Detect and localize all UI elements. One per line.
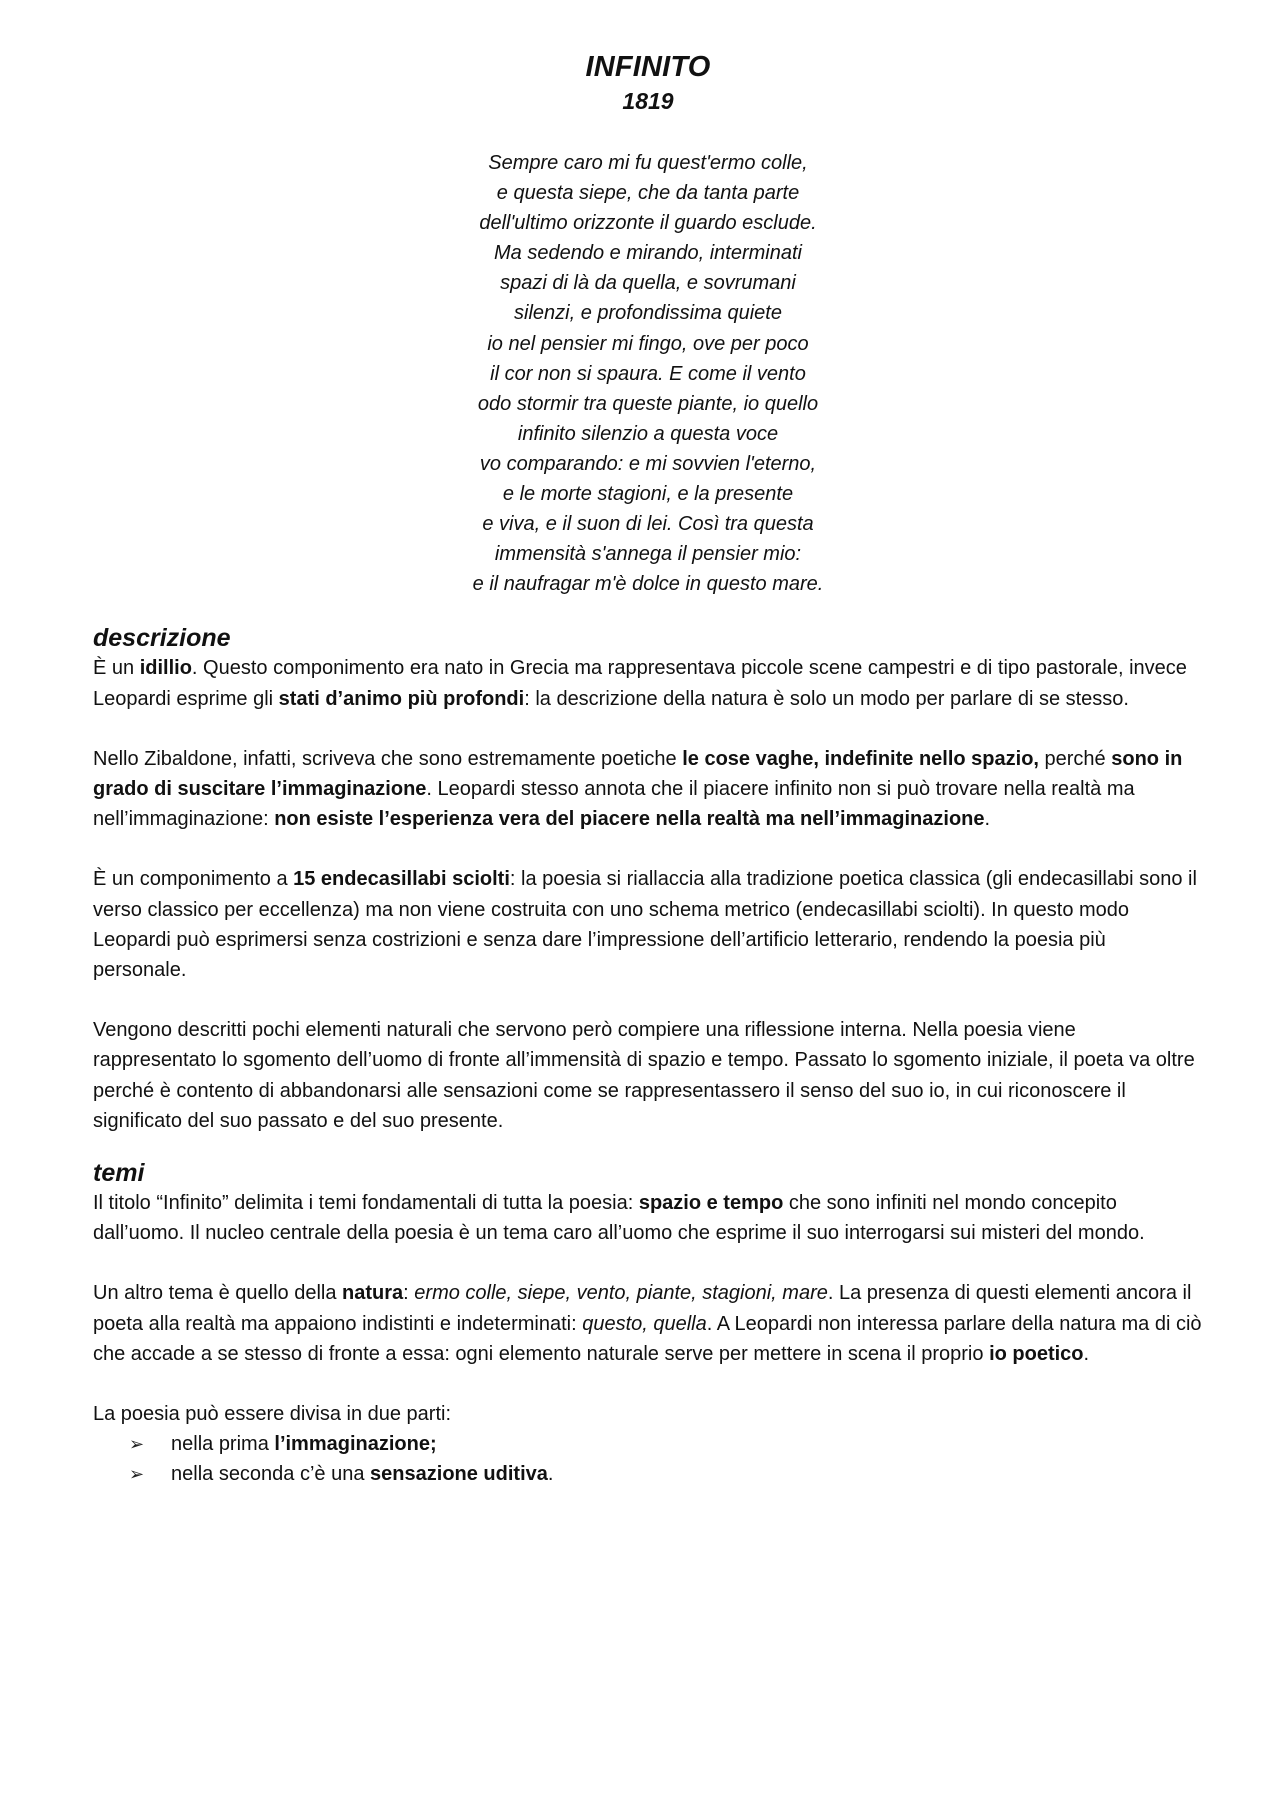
section-heading-temi: temi (93, 1159, 145, 1188)
document-page (93, 48, 1203, 1490)
poem-line: Sempre caro mi fu quest'ermo colle, (488, 152, 808, 174)
bullet-list (93, 1429, 1203, 1489)
poem-line: vo comparando: e mi sovvien l'eterno, (479, 452, 817, 475)
paragraph: È un idillio. Questo componimento era nato in Grecia ma rappresentava piccole scene campestri e di tipo pastorale, invece Leopardi esprime gli stati d’animo più profondi: la descrizione della natura è solo un modo per parlare di se stesso. (93, 657, 1187, 710)
poem-line: spazi di là da quella, e sovrumani (500, 272, 796, 295)
poem-title: INFINITO (585, 51, 711, 83)
poem-line: io nel pensier mi fingo, ove per poco (487, 332, 809, 355)
paragraph: Il titolo “Infinito” delimita i temi fondamentali di tutta la poesia: spazio e tempo che sono infiniti nel mondo concepito dall’uomo. Il nucleo centrale della poesia è un tema caro all’uomo che esprime il suo interrogarsi sui misteri del mondo. (93, 1192, 1145, 1245)
paragraph: È un componimento a 15 endecasillabi sciolti: la poesia si riallaccia alla tradizione poetica classica (gli endecasillabi sono il verso classico per eccellenza) ma non viene costruita con uno schema metrico (endecasillabi sciolti). In questo modo Leopardi può esprimersi senza costrizioni e senza dare l’impressione dell’artificio letterario, rendendo la poesia più personale. (93, 868, 1197, 982)
poem-line: infinito silenzio a questa voce (517, 422, 779, 445)
section-heading-descrizione: descrizione (93, 624, 231, 653)
poem-line: e il naufragar m'è dolce in questo mare. (472, 573, 824, 596)
list-item: ➢ nella prima l’immaginazione; (93, 1429, 1203, 1459)
arrow-bullet-icon: ➢ (129, 1434, 145, 1455)
poem-line: e viva, e il suon di lei. Così tra questa (482, 513, 814, 536)
poem-line: dell'ultimo orizzonte il guardo esclude. (479, 212, 817, 235)
paragraph: Un altro tema è quello della natura: ermo colle, siepe, vento, piante, stagioni, mare. La presenza di questi elementi ancora il poeta alla realtà ma appaiono indistinti e indeterminati: questo, quella. A Leopardi non interessa parlare della natura ma di ciò che accade a se stesso di fronte a essa: ogni elemento naturale serve per mettere in scena il proprio io poetico. (93, 1282, 1202, 1365)
arrow-bullet-icon: ➢ (129, 1464, 145, 1485)
poem-line: silenzi, e profondissima quiete (514, 302, 782, 325)
section-descrizione (93, 623, 1203, 1136)
paragraph: La poesia può essere divisa in due parti: (93, 1403, 452, 1426)
paragraph: Vengono descritti pochi elementi naturali che servono però compiere una riflessione interna. Nella poesia viene rappresentato lo sgomento dell’uomo di fronte all’immensità di spazio e tempo. Passato lo sgomento iniziale, il poeta va oltre perché è contento di abbandonarsi alle sensazioni come se rappresentassero il senso del suo io, in cui riconoscere il significato del suo passato e del suo presente. (93, 1019, 1195, 1132)
poem-line: e questa siepe, che da tanta parte (496, 182, 800, 205)
paragraph: Nello Zibaldone, infatti, scriveva che sono estremamente poetiche le cose vaghe, indefinite nello spazio, perché sono in grado di suscitare l’immaginazione. Leopardi stesso annota che il piacere infinito non si può trovare nella realtà ma nell’immaginazione: non esiste l’esperienza vera del piacere nella realtà ma nell’immaginazione. (93, 747, 1183, 831)
poem-line: immensità s'annega il pensier mio: (494, 543, 802, 566)
poem-line: il cor non si spaura. E come il vento (490, 362, 806, 385)
list-item: ➢ nella seconda c’è una sensazione uditiva. (93, 1459, 1203, 1489)
poem-line: e le morte stagioni, e la presente (502, 483, 794, 506)
poem-year: 1819 (622, 88, 674, 114)
poem-text (93, 148, 1203, 599)
poem-line: Ma sedendo e mirando, interminati (494, 242, 802, 265)
poem-line: odo stormir tra queste piante, io quello (477, 392, 819, 415)
section-temi (93, 1158, 1203, 1490)
